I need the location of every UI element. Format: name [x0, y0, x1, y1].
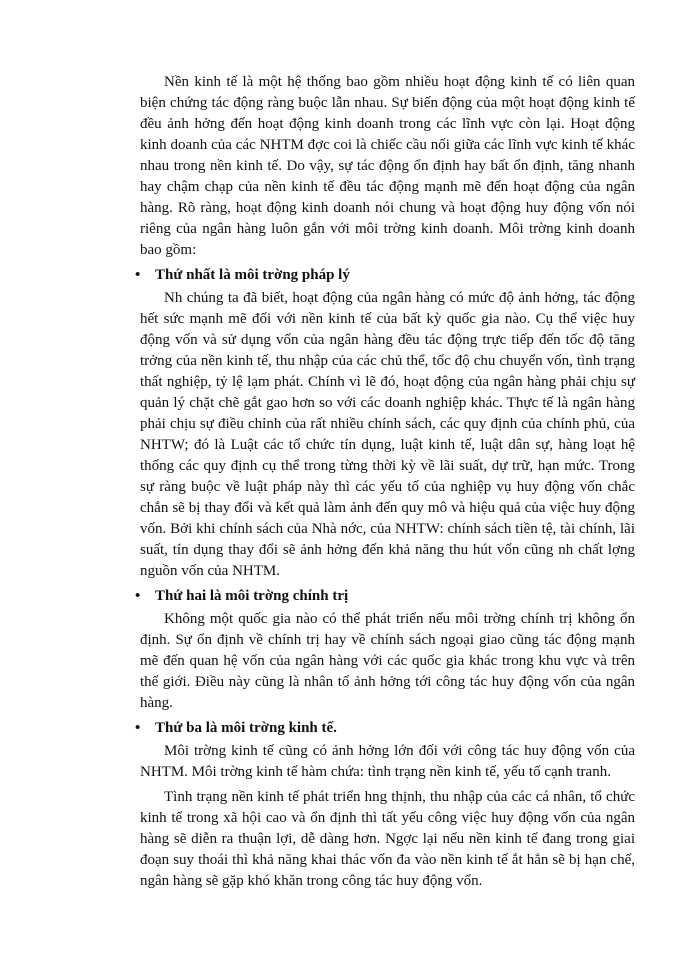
intro-paragraph: Nền kinh tế là một hệ thống bao gồm nhiều hoạt động kinh tế có liên quan biện chứng tác động ràng buộc lẫn nhau. Sự biến động của một hoạt động kinh tế đều ảnh hởng đến hoạt động kinh doanh trong các lĩnh vực còn lại. Hoạt động kinh doanh của các NHTM đợc coi là chiếc cầu nối giữa các lĩnh vực kinh tế khác nhau trong nền kinh tế. Do vậy, sự tác động ổn định hay bất ổn định, tăng nhanh hay chậm chạp của nền kinh tế đều tác động mạnh mẽ đến hoạt động của ngân hàng. Rõ ràng, hoạt động kinh doanh nói chung và hoạt động huy động vốn nói riêng của ngân hàng luôn gắn với môi trờng kinh doanh. Môi trờng kinh doanh bao gồm: — [140, 74, 635, 258]
political-paragraph: Không một quốc gia nào có thể phát triển nếu môi trờng chính trị không ổn định. Sự ổn định về chính trị hay về chính sách ngoại giao cũng tác động mạnh mẽ đến quan hệ vốn của ngân hàng với các quốc gia khác trong khu vực và trên thế giới. Điều này cũng là nhân tố ảnh hởng tới công tác huy động vốn của ngân hàng. — [140, 611, 635, 711]
section-heading-text: Thứ hai là môi trờng chính trị — [155, 588, 349, 604]
economic-paragraph: Môi trờng kinh tế cũng có ảnh hởng lớn đối với công tác huy động vốn của NHTM. Môi trờng kinh tế hàm chứa: tình trạng nền kinh tế, yếu tố cạnh tranh. — [140, 743, 635, 780]
section-heading-text: Thứ nhất là môi trờng pháp lý — [155, 267, 350, 283]
bullet-icon: • — [135, 267, 141, 283]
bullet-icon: • — [135, 588, 141, 604]
bullet-icon: • — [135, 720, 141, 736]
section-heading-legal — [135, 265, 635, 286]
section-heading-economic — [135, 718, 635, 739]
document-page — [135, 72, 635, 892]
section-heading-text: Thứ ba là môi trờng kinh tế. — [155, 720, 337, 736]
legal-paragraph: Nh chúng ta đã biết, hoạt động của ngân hàng có mức độ ảnh hởng, tác động hết sức mạnh mẽ đối với nền kinh tế của bất kỳ quốc gia nào. Cụ thể việc huy động vốn và sử dụng vốn của ngân hàng đều tác động trực tiếp đến tốc độ tăng trởng của nền kinh tế, thu nhập của các chủ thể, tốc độ chu chuyển vốn, tình trạng thất nghiệp, tỷ lệ lạm phát. Chính vì lẽ đó, hoạt động của ngân hàng phải chịu sự quản lý chặt chẽ gắt gao hơn so với các doanh nghiệp khác. Thực tế là ngân hàng phải chịu sự điều chỉnh của rất nhiều chính sách, các quy định của chính phủ, của NHTW; đó là Luật các tổ chức tín dụng, luật kinh tế, luật dân sự, hàng loạt hệ thống các quy định cụ thể trong từng thời kỳ về lãi suất, dự trữ, hạn mức. Trong sự ràng buộc về luật pháp này thì các yếu tố của nghiệp vụ huy động vốn chắc chắn sẽ bị thay đổi và kết quả làm ảnh đến quy mô và hiệu quả của việc huy động vốn. Bởi khi chính sách của Nhà nớc, của NHTW: chính sách tiền tệ, tài chính, lãi suất, tín dụng thay đổi sẽ ảnh hởng đến khả năng thu hút vốn cũng nh chất lợng nguồn vốn của NHTM. — [140, 290, 635, 579]
section-heading-political — [135, 586, 635, 607]
economic-paragraph-2: Tình trạng nền kinh tế phát triển hng thịnh, thu nhập của các cá nhân, tổ chức kinh tế trong xã hội cao và ổn định thì tất yếu công việc huy động vốn của ngân hàng sẽ diễn ra thuận lợi, dễ dàng hơn. Ngợc lại nếu nền kinh tế đang trong giai đoạn suy thoái thì khả năng khai thác vốn đa vào nền kinh tế ắt hẳn sẽ bị hạn chế, ngân hàng sẽ gặp khó khăn trong công tác huy động vốn. — [140, 789, 635, 889]
